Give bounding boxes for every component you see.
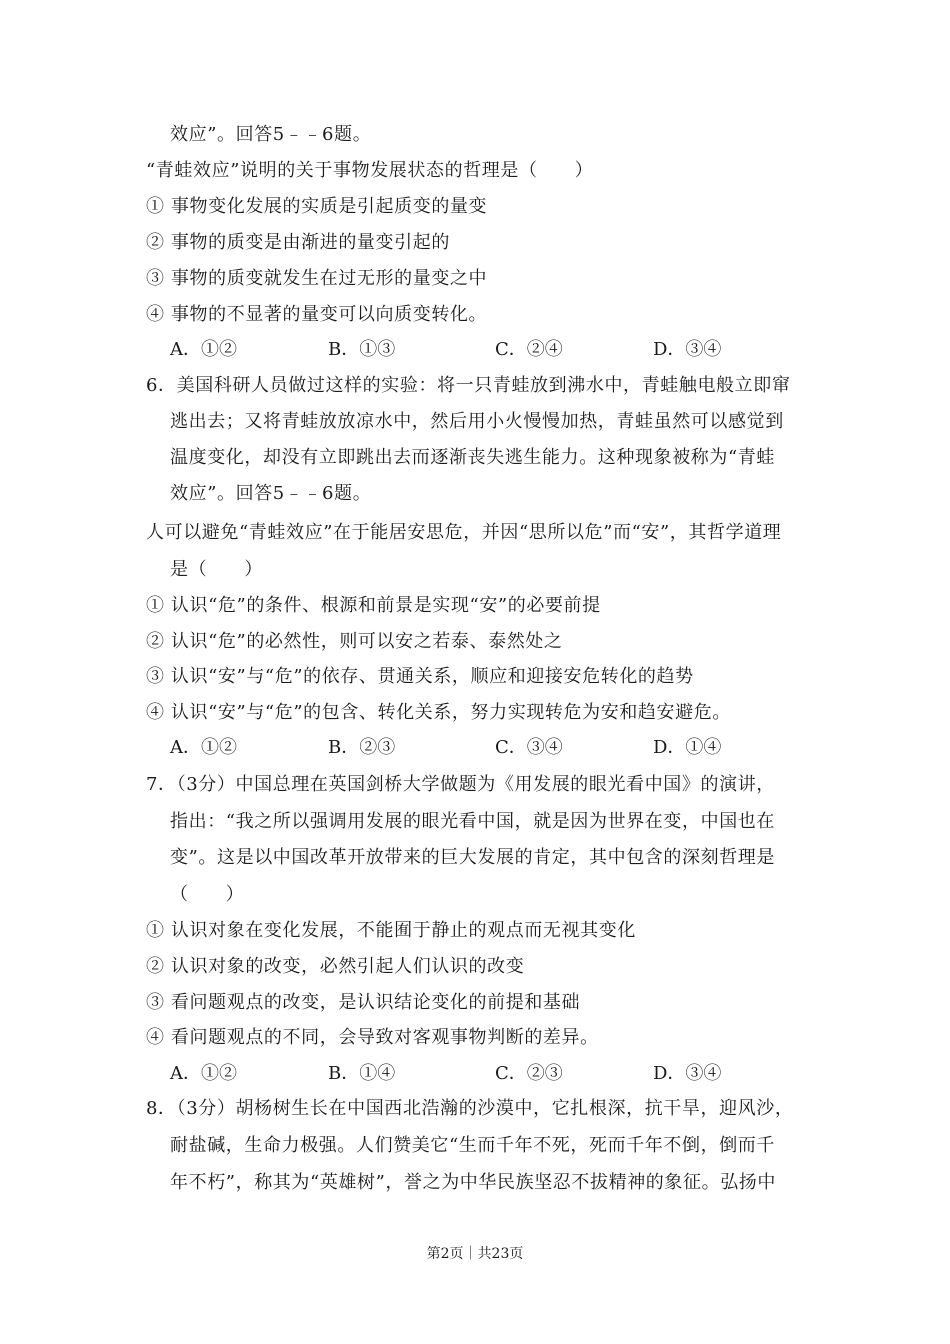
statement-line: ② 认识对象的改变，必然引起人们认识的改变 [146, 956, 525, 977]
text-line: 温度变化，却没有立即跳出去而逐渐丧失逃生能力。这种现象被称为“青蛙 [170, 447, 775, 468]
statement-line: ④ 认识“安”与“危”的包含、转化关系，努力实现转危为安和趋安避危。 [146, 702, 731, 723]
question-stem: “青蛙效应”说明的关于事物发展状态的哲理是（ ） [146, 160, 594, 181]
option-c: C．②③ [495, 1063, 563, 1084]
text-line: 指出：“我之所以强调用发展的眼光看中国，就是因为世界在变，中国也在 [170, 811, 775, 832]
option-d: D．③④ [653, 339, 722, 360]
option-b: B．②③ [328, 737, 396, 758]
statement-line: ① 事物变化发展的实质是引起质变的量变 [146, 196, 488, 217]
text-line: 效应”。回答5﹣﹣6题。 [170, 483, 372, 504]
statement-line: ③ 事物的质变就发生在过无形的量变之中 [146, 268, 488, 289]
text-line: 逃出去；又将青蛙放放凉水中，然后用小火慢慢加热，青蛙虽然可以感觉到 [170, 411, 784, 432]
option-c: C．②④ [495, 339, 563, 360]
question-stem: 人可以避免“青蛙效应”在于能居安思危，并因“思所以危”而“安”，其哲学道理 [146, 522, 782, 543]
statement-line: ④ 看问题观点的不同，会导致对客观事物判断的差异。 [146, 1027, 599, 1048]
option-d: D．①④ [653, 737, 722, 758]
text-line: 效应”。回答5﹣﹣6题。 [170, 124, 372, 145]
text-line: 变”。这是以中国改革开放带来的巨大发展的肯定，其中包含的深刻哲理是 [170, 847, 775, 868]
option-c: C．③④ [495, 737, 563, 758]
option-b: B．①③ [328, 339, 396, 360]
question-6: 6．美国科研人员做过这样的实验：将一只青蛙放到沸水中，青蛙触电般立即窜 [146, 375, 791, 396]
option-a: A．①② [170, 1063, 237, 1084]
option-a: A．①② [170, 339, 237, 360]
text-line: 是（ ） [170, 559, 263, 580]
statement-line: ① 认识“危”的条件、根源和前景是实现“安”的必要前提 [146, 595, 601, 616]
statement-line: ③ 看问题观点的改变，是认识结论变化的前提和基础 [146, 992, 581, 1013]
statement-line: ② 事物的质变是由渐进的量变引起的 [146, 232, 450, 253]
question-7: 7．（3分）中国总理在英国剑桥大学做题为《用发展的眼光看中国》的演讲， [146, 774, 775, 795]
statement-line: ② 认识“危”的必然性，则可以安之若泰、泰然处之 [146, 631, 563, 652]
answer-bracket: （ ） [170, 884, 245, 905]
statement-line: ③ 认识“安”与“危”的依存、贯通关系，顺应和迎接安危转化的趋势 [146, 666, 694, 687]
page-footer: 第2页｜共23页 [426, 1246, 524, 1262]
option-b: B．①④ [328, 1063, 396, 1084]
option-a: A．①② [170, 737, 237, 758]
statement-line: ④ 事物的不显著的量变可以向质变转化。 [146, 304, 488, 325]
statement-line: ① 认识对象在变化发展，不能囿于静止的观点而无视其变化 [146, 920, 636, 941]
option-d: D．③④ [653, 1063, 722, 1084]
text-line: 耐盐碱，生命力极强。人们赞美它“生而千年不死，死而千年不倒，倒而千 [170, 1135, 775, 1156]
question-8: 8．（3分）胡杨树生长在中国西北浩瀚的沙漠中，它扎根深，抗干旱，迎风沙， [146, 1098, 794, 1119]
text-line: 年不朽”，称其为“英雄树”，誉之为中华民族坚忍不拔精神的象征。弘扬中 [170, 1172, 777, 1193]
